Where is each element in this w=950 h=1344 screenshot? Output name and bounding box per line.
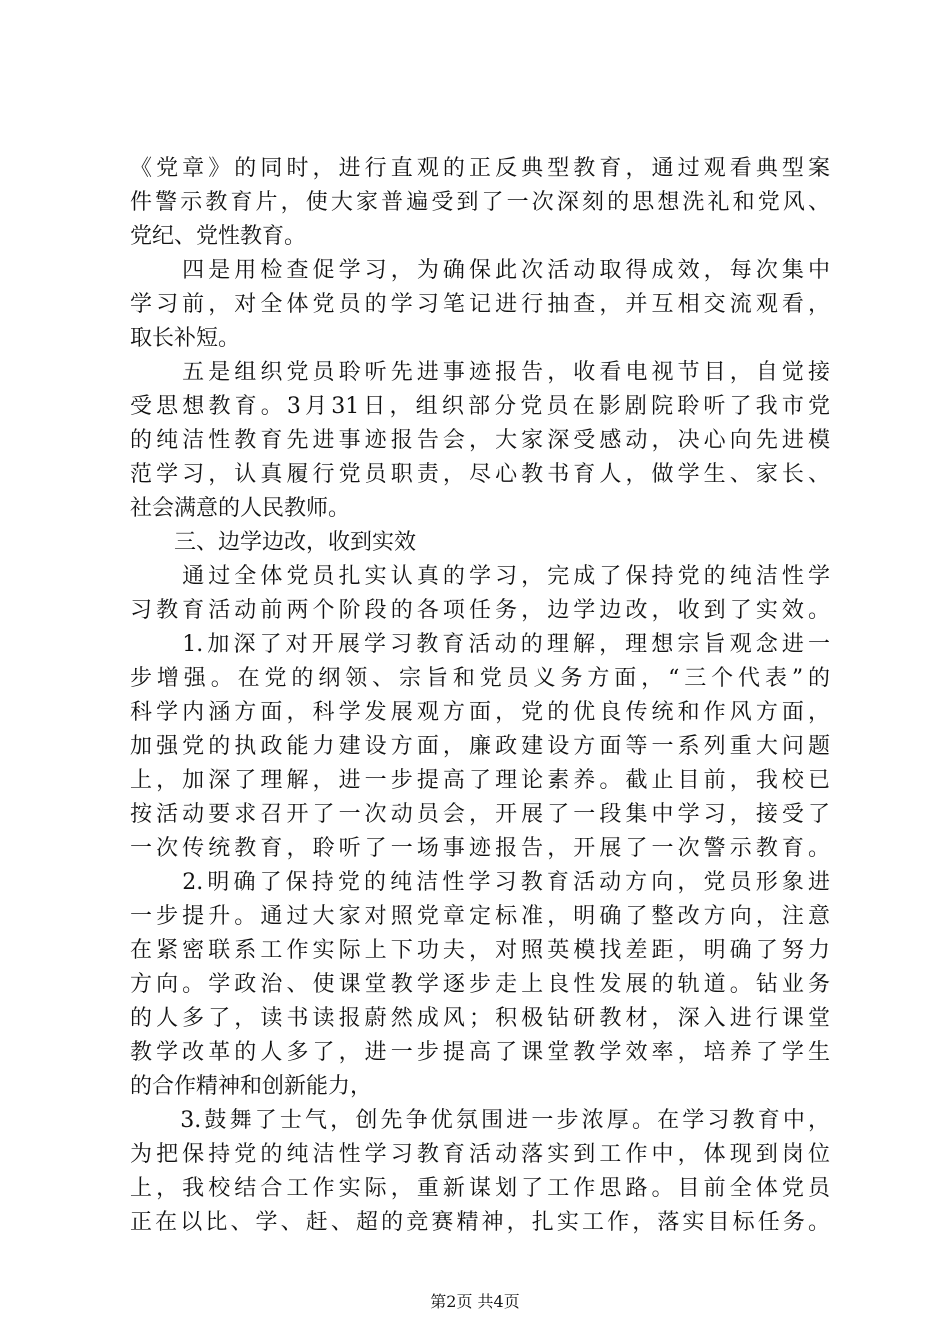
text-line: 四是用检查促学习，为确保此次活动取得成效，每次集中 (130, 258, 830, 283)
text-line: 受思想教育。3月31日，组织部分党员在影剧院聆听了我市党 (130, 394, 830, 419)
text-line: 在紧密联系工作实际上下功夫，对照英模找差距，明确了努力 (130, 938, 830, 963)
text-line: 科学内涵方面，科学发展观方面，党的优良传统和作风方面， (130, 700, 830, 725)
text-line: 五是组织党员聆听先进事迹报告，收看电视节目，自觉接 (130, 360, 830, 385)
text-line: 上，我校结合工作实际，重新谋划了工作思路。目前全体党员 (130, 1176, 830, 1201)
text-line: 习教育活动前两个阶段的各项任务，边学边改，收到了实效。 (130, 598, 830, 623)
text-line: 2.明确了保持党的纯洁性学习教育活动方向，党员形象进 (130, 870, 830, 895)
text-line: 的纯洁性教育先进事迹报告会，大家深受感动，决心向先进模 (130, 428, 830, 453)
text-line: 3.鼓舞了士气，创先争优氛围进一步浓厚。在学习教育中， (130, 1108, 830, 1133)
text-line: 社会满意的人民教师。 (130, 496, 351, 521)
text-line: 党纪、党性教育。 (130, 224, 307, 249)
text-line: 件警示教育片，使大家普遍受到了一次深刻的思想洗礼和党风、 (130, 190, 830, 215)
text-line: 1.加深了对开展学习教育活动的理解，理想宗旨观念进一 (130, 632, 830, 657)
text-line: 的合作精神和创新能力， (130, 1074, 373, 1099)
text-line: 方向。学政治、使课堂教学逐步走上良性发展的轨道。钻业务 (130, 972, 830, 997)
text-line: 通过全体党员扎实认真的学习，完成了保持党的纯洁性学 (130, 564, 830, 589)
text-line: 一次传统教育，聆听了一场事迹报告，开展了一次警示教育。 (130, 836, 830, 861)
text-line: 范学习，认真履行党员职责，尽心教书育人，做学生、家长、 (130, 462, 830, 487)
text-line: 步增强。在党的纲领、宗旨和党员义务方面，“三个代表”的 (130, 666, 830, 691)
text-line: 上，加深了理解，进一步提高了理论素养。截止目前，我校已 (130, 768, 830, 793)
text-line: 《党章》的同时，进行直观的正反典型教育，通过观看典型案 (130, 156, 830, 181)
text-line: 为把保持党的纯洁性学习教育活动落实到工作中，体现到岗位 (130, 1142, 830, 1167)
body-text (130, 152, 830, 1240)
text-line: 的人多了，读书读报蔚然成风；积极钻研教材，深入进行课堂 (130, 1006, 830, 1031)
text-line: 教学改革的人多了，进一步提高了课堂教学效率，培养了学生 (130, 1040, 830, 1065)
text-line: 一步提升。通过大家对照党章定标准，明确了整改方向，注意 (130, 904, 830, 929)
page-number-footer: 第2页 共4页 (430, 1292, 520, 1311)
text-line: 加强党的执政能力建设方面，廉政建设方面等一系列重大问题 (130, 734, 830, 759)
section-heading: 三、边学边改，收到实效 (130, 530, 417, 555)
text-line: 按活动要求召开了一次动员会，开展了一段集中学习，接受了 (130, 802, 830, 827)
text-line: 取长补短。 (130, 326, 241, 351)
text-line: 学习前，对全体党员的学习笔记进行抽查，并互相交流观看， (130, 292, 830, 317)
text-line: 正在以比、学、赶、超的竞赛精神，扎实工作，落实目标任务。 (130, 1210, 830, 1235)
